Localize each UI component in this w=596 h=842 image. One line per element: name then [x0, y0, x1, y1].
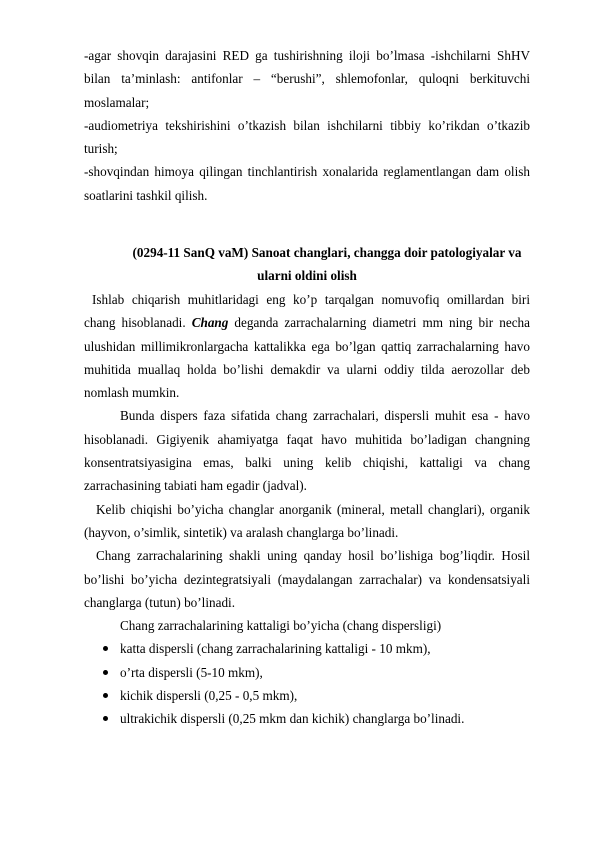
- list-item: o’rta dispersli (5-10 mkm),: [84, 661, 530, 684]
- paragraph-dust-definition-before: Ishlab chiqarish muhitlaridagi eng ko’p tarqalgan nomuvofiq omillardan biri chang hisoblanadi.: [84, 292, 530, 331]
- list-item: ultrakichik dispersli (0,25 mkm dan kichik) changlarga bo’linadi.: [84, 707, 530, 730]
- intro-item-audiometry: -audiometriya tekshirishini o’tkazish bilan ishchilarni tibbiy ko’rikdan o’tkazib turish;: [84, 117, 530, 157]
- list-heading: Chang zarrachalarining kattaligi bo’yicha (chang dispersligi): [120, 618, 442, 634]
- intro-item-rest-hours: -shovqindan himoya qilingan tinchlantirish xonalarida reglamentlangan dam olish soatlarini tashkil qilish.: [84, 164, 530, 203]
- section-title-line2: ularni oldini olish: [257, 268, 357, 284]
- list-item: katta dispersli (chang zarrachalarining kattaligi - 10 mkm),: [84, 637, 530, 660]
- body-block: [84, 288, 530, 731]
- paragraph-origin: Kelib chiqishi bo’yicha changlar anorganik (mineral, metall changlari), organik (hayvon, o’simlik, sintetik) va aralash changlarga bo’linadi.: [84, 501, 530, 540]
- dispersion-list: [84, 637, 530, 730]
- list-item: kichik dispersli (0,25 - 0,5 mkm),: [84, 684, 530, 707]
- paragraph-shape: Chang zarrachalarining shakli uning qanday hosil bo’lishiga bog’liqdir. Hosil bo’lishi bo’yicha dezintegratsiyali (maydalangan zarrachalar) va kondensatsiyali changlarga (tutun) bo’linadi.: [84, 548, 530, 610]
- section-title: [84, 241, 530, 288]
- bullet-icon: [103, 716, 108, 721]
- intro-item-ppe: -agar shovqin darajasini RED ga tushirishning iloji bo’lmasa -ishchilarni ShHV bilan ta’minlash: antifonlar – “berushi”, shlemofonlar, quloqni berkituvchi moslamalar;: [84, 48, 530, 110]
- paragraph-dust-definition-after: deganda zarrachalarning diametri mm ning bir necha ulushidan millimikronlargacha kattalikka ega bo’lgan qattiq zarrachalarning havo muhitida muallaq holda bo’lishi demakdir va ularni oddiy tilda aerozollar deb nomlash mumkin.: [84, 315, 530, 401]
- section-title-line1: (0294-11 SanQ vaM) Sanoat changlari, changga doir patologiyalar va: [132, 245, 522, 260]
- paragraph-dust-definition: [84, 288, 530, 404]
- intro-block: [84, 44, 530, 207]
- bullet-icon: [103, 693, 108, 698]
- bullet-icon: [103, 646, 108, 651]
- term-chang: Chang: [191, 315, 229, 331]
- paragraph-dispersion: Bunda dispers faza sifatida chang zarrachalari, dispersli muhit esa - havo hisoblanadi. Gigiyenik ahamiyatga faqat havo muhitida bo’ladigan changning konsentratsiyasigina emas, balki uning kelib chiqishi, kattaligi va chang zarrachasining tabiati ham egadir (jadval).: [84, 408, 530, 494]
- bullet-icon: [103, 670, 108, 675]
